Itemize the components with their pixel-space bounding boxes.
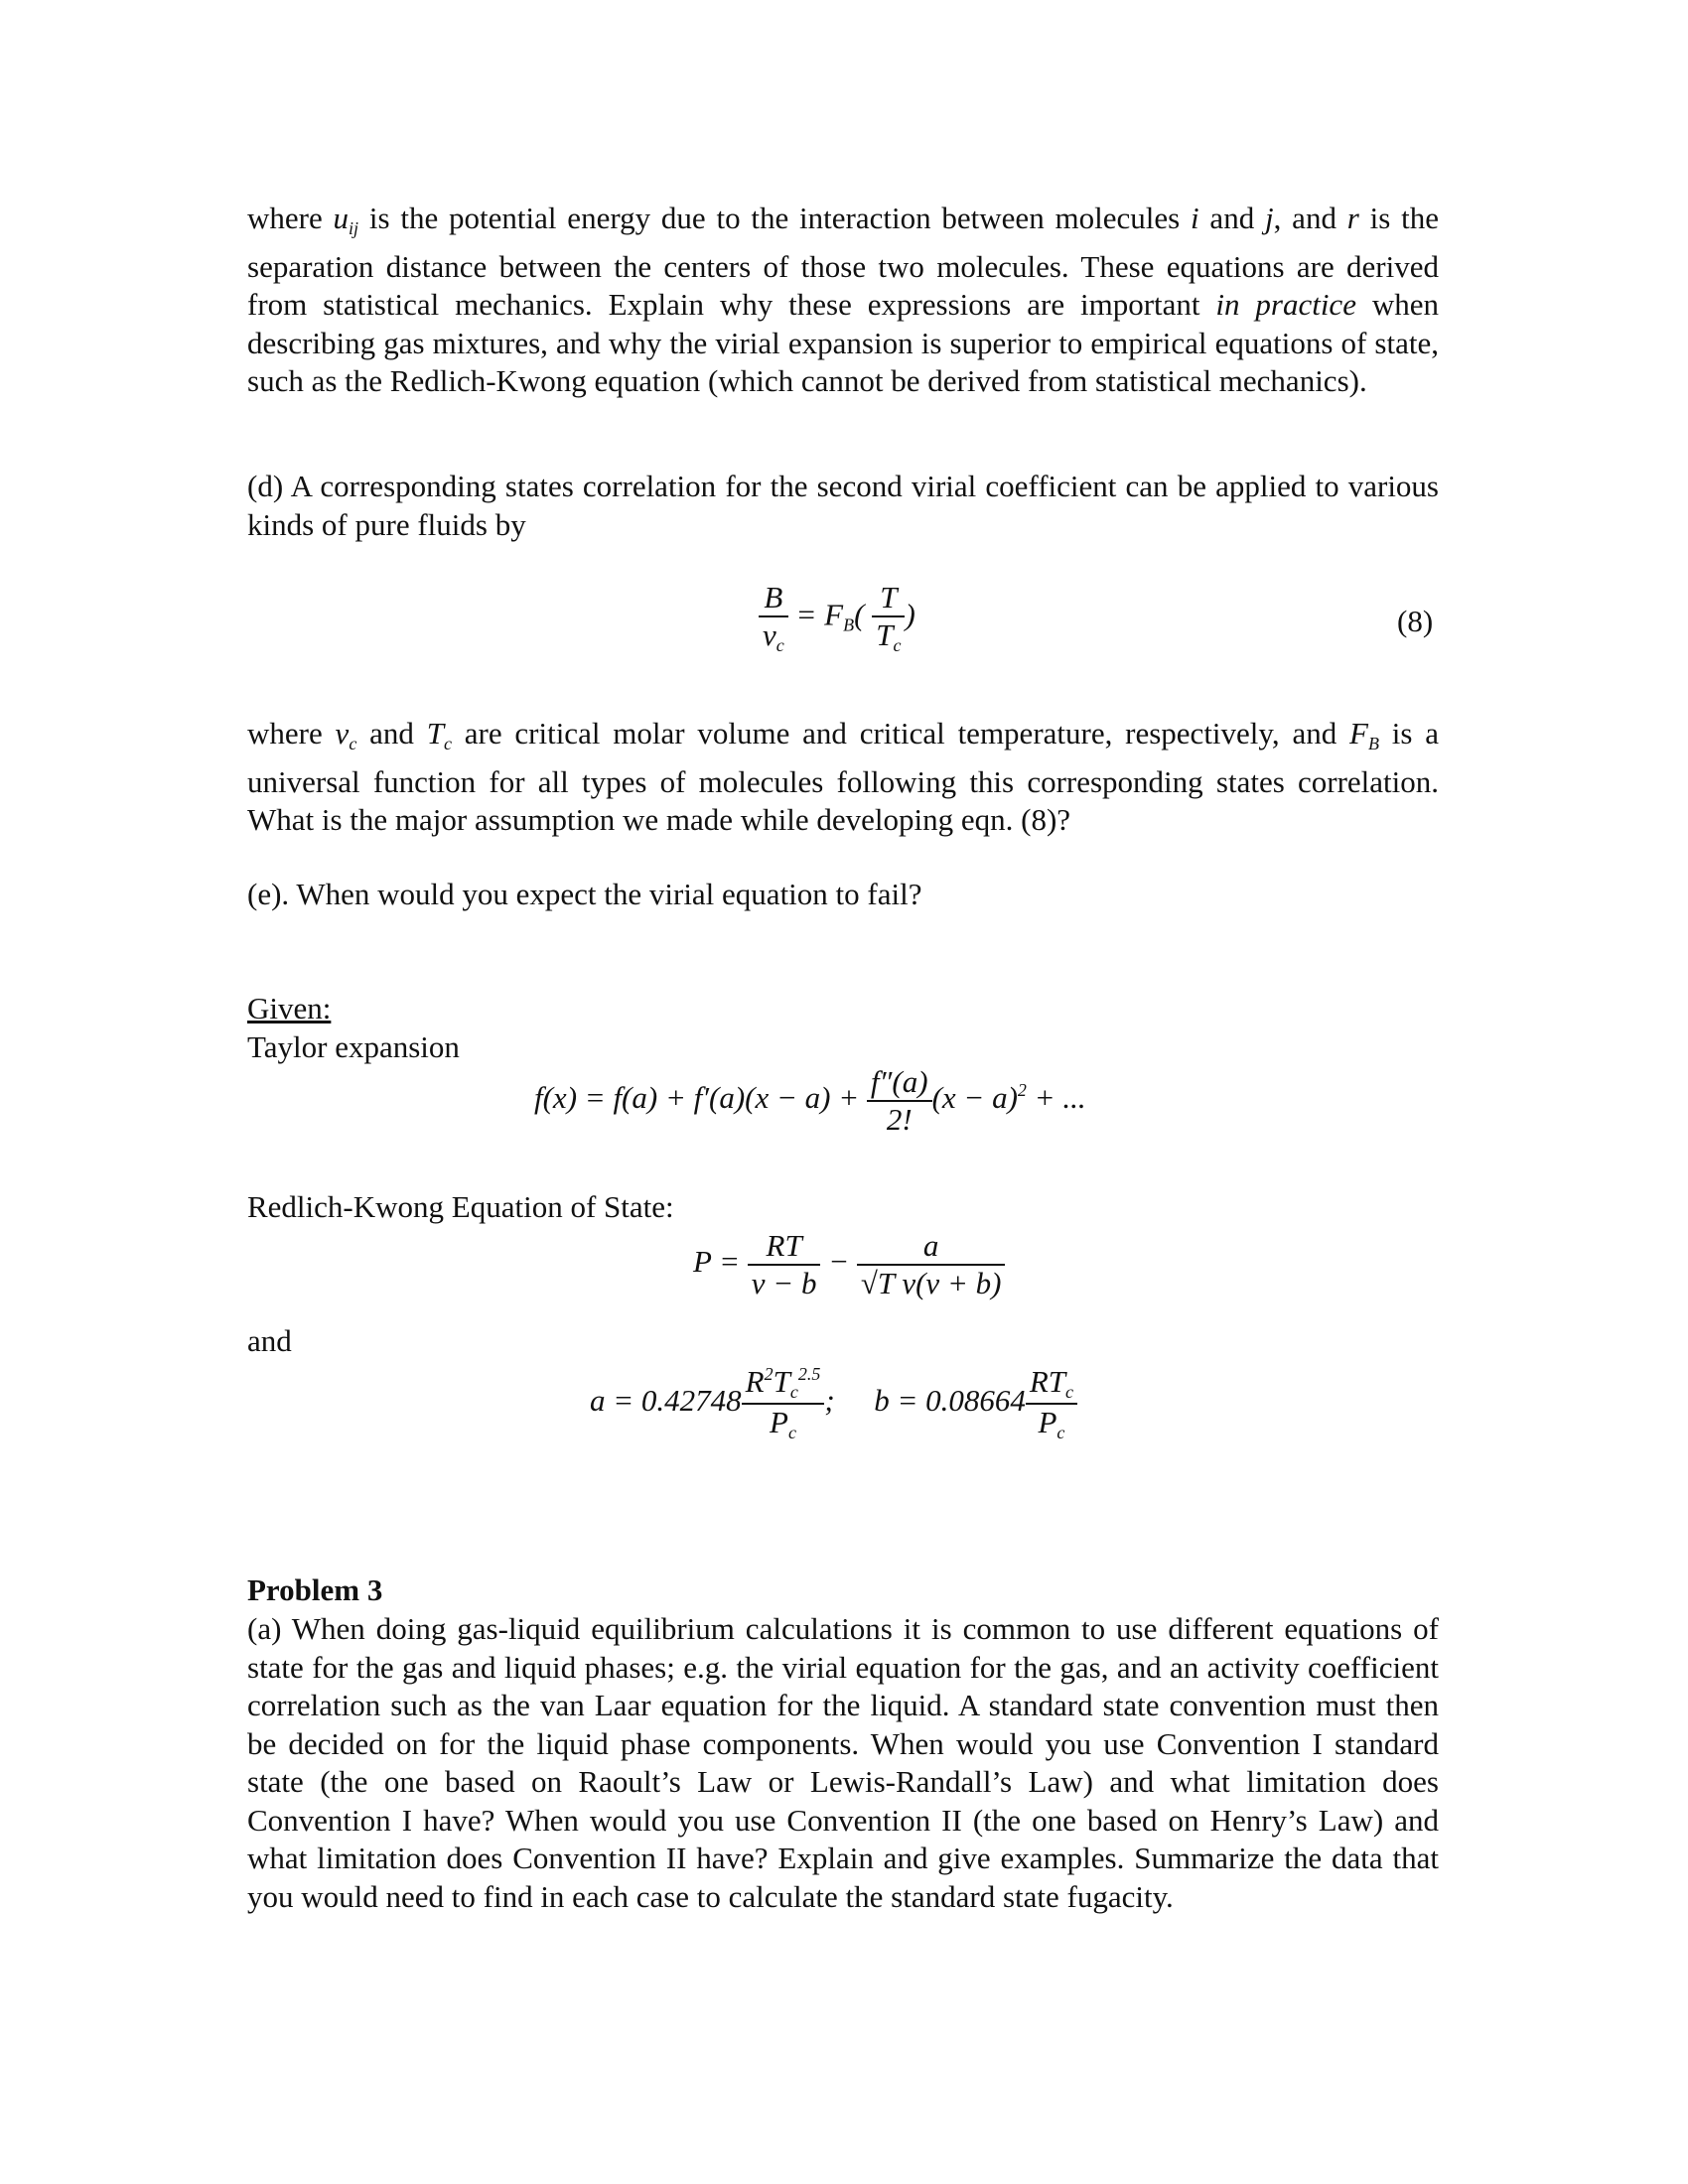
var-Tc-sub: c [443,734,452,753]
const-b-P: P [1038,1405,1057,1439]
const-b-den [1026,1403,1077,1443]
const-b-RT: RT [1029,1364,1066,1399]
rk-term2-num: a [922,1228,939,1263]
rk-label: Redlich-Kwong Equation of State: [247,1189,674,1224]
taylor-equation [534,1064,1086,1138]
rk-term1-den: v − b [748,1264,821,1301]
after-text-1: where [247,716,336,751]
given-heading: Given: [247,991,332,1025]
rk-term2 [857,1228,1006,1301]
eq8-lhs-num: B [764,580,783,614]
part-d-explanation [247,715,1439,840]
part-e-paragraph: (e). When would you expect the virial equation to fail? [247,877,922,911]
intro-text-1: where [247,201,334,235]
eq8-vc: v [763,617,776,652]
var-Tc: T [426,716,444,751]
taylor-rhs: (x − a) [931,1080,1018,1116]
var-uij: u [333,201,350,235]
const-b-P-sub: c [1056,1423,1065,1442]
rk-lhs: P = [693,1244,741,1280]
const-a-T-sub: c [789,1382,798,1402]
var-vc-sub: c [349,734,357,753]
rk-minus: − [828,1244,850,1280]
eq8-lhs-den [759,615,788,656]
intro-text-4: , and [1273,201,1347,235]
var-FB-sub: B [1367,734,1379,753]
const-a-R-exp: 2 [764,1364,774,1384]
intro-text-3: and [1198,201,1265,235]
const-b-num [1026,1364,1077,1403]
const-a-P: P [770,1405,788,1439]
var-r: r [1346,201,1359,235]
eq8-vc-sub: c [775,635,784,655]
rk-term1 [748,1228,821,1301]
var-i: i [1191,201,1199,235]
const-a-P-sub: c [787,1423,796,1442]
eq8-arg-den [872,615,905,656]
var-uij-sub: ij [349,218,359,238]
eq8-open-paren: ( [854,597,865,632]
eq8-F-sub: B [843,614,855,635]
const-a-num [742,1364,825,1403]
rk-term2-den-text: T v(v + b) [877,1266,1002,1300]
var-FB: F [1349,716,1368,751]
var-vc: v [335,716,350,751]
eq8-arg-fraction [872,580,905,656]
const-a-R: R [745,1364,765,1399]
intro-paragraph [247,200,1439,401]
rk-term1-num: RT [766,1228,802,1263]
eq8-close-paren: ) [905,597,915,632]
const-b-lhs: b = 0.08664 [874,1383,1026,1419]
eq8-equals-F: = F [795,597,844,632]
const-a-T: T [773,1364,790,1399]
eq8-arg-num: T [880,580,898,614]
intro-text-6: when describing gas mixtures, and why the virial expansion is superior to empirical equations of state, such as the Redlich-Kwong equation (which cannot be derived from statistical mechanics). [247,287,1439,398]
sqrt-symbol: √ [860,1266,878,1300]
eq8-Tc: T [876,617,894,652]
intro-text-2: is the potential energy due to the interaction between molecules [358,201,1191,235]
and-label: and [247,1323,292,1358]
const-separator: ; [824,1383,835,1419]
equation-8 [759,580,915,656]
rk-constants-equation [590,1364,1077,1443]
const-b-T-sub: c [1065,1382,1074,1402]
in-practice-emphasis: in practice [1215,287,1356,322]
rk-term2-den [857,1264,1006,1301]
taylor-tail: + ... [1026,1080,1086,1116]
const-a-fraction [742,1364,825,1443]
taylor-fraction [867,1064,932,1138]
after-text-2: and [356,716,427,751]
problem-3-paragraph: (a) When doing gas-liquid equilibrium calculations it is common to use different equations of state for the gas and liquid phases; e.g. the virial equation for the gas, and an activity coefficient correlation such as the van Laar equation for the liquid. A standard state convention must then be decided on for the liquid phase components. When would you use Convention I standard state (the one based on Raoult’s Law or Lewis-Randall’s Law) and what limitation does Convention I have? When would you use Convention II (the one based on Henry’s Law) and what limitation does Convention II have? Explain and give examples. Summarize the data that you would need to find in each case to calculate the standard state fugacity. [247,1611,1439,1914]
taylor-rhs-exp: 2 [1017,1080,1027,1101]
rk-equation [693,1228,1005,1301]
intro-text-5: is the separation distance between the centers of those two molecules. These equations are derived from statistical mechanics. Explain why these expressions are important [247,201,1439,322]
after-text-3: are critical molar volume and critical temperature, respectively, and [451,716,1350,751]
const-a-lhs: a = 0.42748 [590,1383,742,1419]
part-d-paragraph: (d) A corresponding states correlation for the second virial coefficient can be applied to various kinds of pure fluids by [247,469,1439,542]
problem-3-heading: Problem 3 [247,1572,383,1607]
const-a-T-exp: 2.5 [797,1364,821,1384]
taylor-lhs: f(x) = f(a) + f′(a)(x − a) + [534,1080,860,1116]
const-a-den [742,1403,825,1443]
var-j: j [1265,201,1274,235]
const-b-fraction [1026,1364,1077,1443]
equation-8-number: (8) [1397,604,1434,638]
eq8-lhs-fraction [759,580,788,656]
after-text-4: is a universal function for all types of molecules following this corresponding states correlation. What is the major assumption we made while developing eqn. (8)? [247,716,1440,837]
taylor-frac-num: f″(a) [870,1064,928,1099]
taylor-frac-den: 2! [867,1100,932,1138]
eq8-Tc-sub: c [893,635,902,655]
taylor-label: Taylor expansion [247,1029,460,1064]
